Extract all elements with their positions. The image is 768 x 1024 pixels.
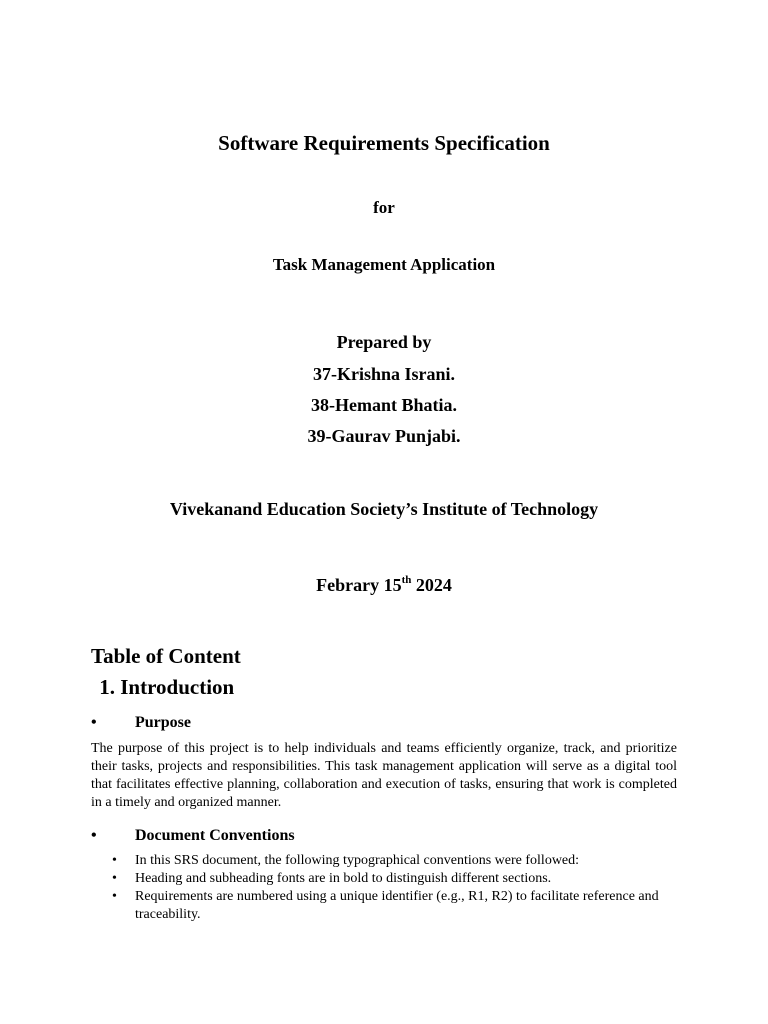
list-item xyxy=(110,852,680,870)
list-item-text: Heading and subheading fonts are in bold to distinguish different sections. xyxy=(135,871,552,886)
application-name: Task Management Application xyxy=(272,255,496,274)
author-1: 37-Krishna Israni. xyxy=(312,364,456,384)
conventions-list xyxy=(110,852,680,924)
document-title: Software Requirements Specification xyxy=(218,131,550,155)
bullet-icon: • xyxy=(112,853,117,868)
author-2: 38-Hemant Bhatia. xyxy=(311,395,457,415)
date-year: 2024 xyxy=(411,575,452,595)
bullet-icon: • xyxy=(91,827,97,844)
list-item xyxy=(110,888,680,924)
list-item xyxy=(110,870,680,888)
document-conventions-heading-text: Document Conventions xyxy=(135,827,295,844)
list-item-text: Requirements are numbered using a unique identifier (e.g., R1, R2) to facilitate reference and traceability. xyxy=(135,889,659,922)
document-date xyxy=(0,575,768,596)
bullet-icon: • xyxy=(112,871,117,886)
institute-name: Vivekanand Education Society’s Institute of Technology xyxy=(169,499,599,519)
date-day: Febrary 15 xyxy=(316,575,402,595)
bullet-icon: • xyxy=(112,889,117,904)
date-ordinal: th xyxy=(401,574,412,586)
bullet-icon: • xyxy=(91,714,97,731)
author-3: 39-Gaurav Punjabi. xyxy=(307,426,461,446)
for-label: for xyxy=(373,198,395,217)
list-item-text: In this SRS document, the following typographical conventions were followed: xyxy=(135,853,580,868)
introduction-heading: 1. Introduction xyxy=(94,675,235,699)
table-of-content-heading: Table of Content xyxy=(91,644,241,668)
purpose-paragraph: The purpose of this project is to help individuals and teams efficiently organize, track, and prioritize their tasks, projects and responsibilities. This task management application will serve as a digital tool that facilitates effective planning, collaboration and execution of tasks, ensuring that work is completed in a timely and organized manner. xyxy=(91,741,677,810)
purpose-heading-text: Purpose xyxy=(135,714,191,731)
prepared-by-label: Prepared by xyxy=(336,332,432,352)
